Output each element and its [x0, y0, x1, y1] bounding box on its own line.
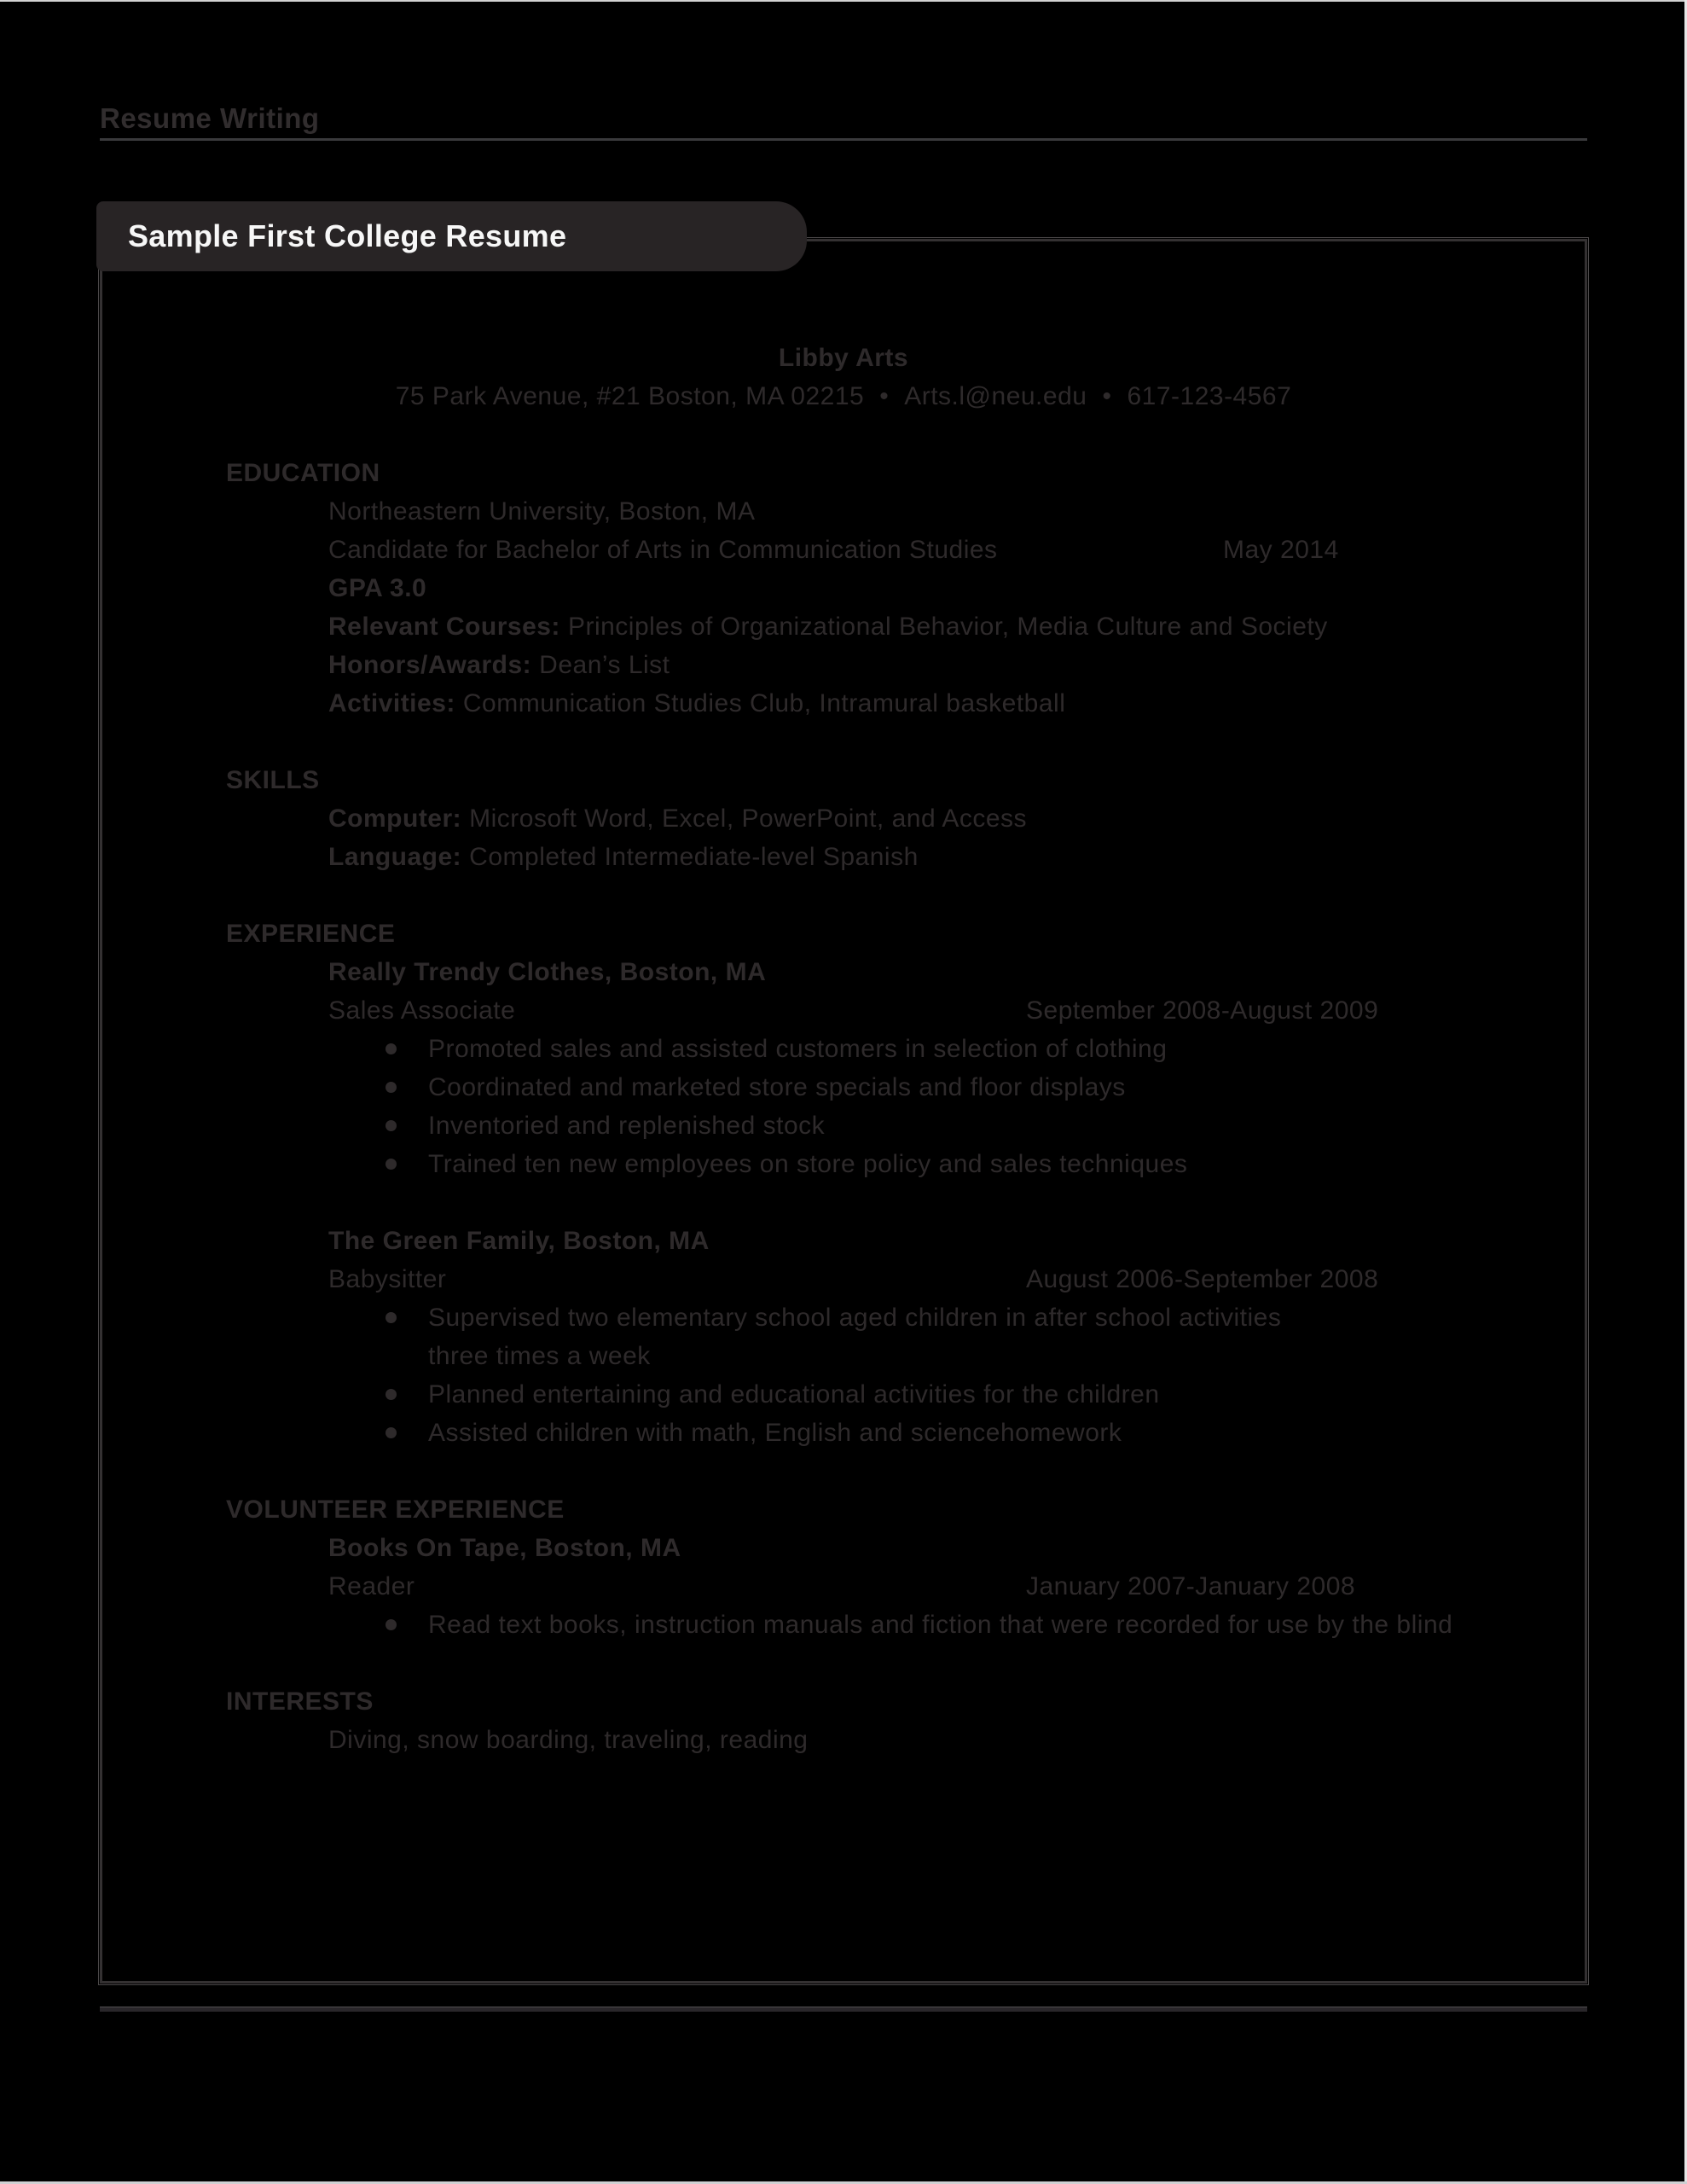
education-school: Northeastern University, Boston, MA [328, 497, 756, 526]
running-head-title: Resume Writing [100, 102, 320, 134]
education-degree: Candidate for Bachelor of Arts in Communication Studies [328, 536, 998, 564]
job-company: The Green Family, Boston, MA [328, 1227, 710, 1255]
resume-frame [100, 239, 1587, 1984]
education-heading: EDUCATION [226, 459, 380, 487]
volunteer-dates: January 2007-January 2008 [1026, 1572, 1356, 1600]
contact-email: Arts.l@neu.edu [904, 382, 1087, 410]
section-education [102, 454, 1585, 723]
job-bullet: Inventoried and replenished stock [328, 1107, 1585, 1145]
education-date: May 2014 [1223, 536, 1339, 564]
relevant-courses-value: Principles of Organizational Behavior, Media Culture and Society [567, 613, 1328, 641]
volunteer-title: Reader [328, 1572, 415, 1600]
relevant-courses-label: Relevant Courses: [328, 613, 560, 641]
skills-computer-row [328, 799, 1585, 838]
computer-label: Computer: [328, 804, 462, 833]
experience-heading: EXPERIENCE [226, 920, 396, 948]
volunteer-company: Books On Tape, Boston, MA [328, 1534, 681, 1562]
contact-phone: 617-123-4567 [1127, 382, 1292, 410]
volunteer-heading: VOLUNTEER EXPERIENCE [226, 1496, 565, 1524]
job-bullet: Assisted children with math, English and sciencehomework [328, 1414, 1585, 1452]
job-block [102, 1222, 1585, 1452]
section-skills [102, 761, 1585, 876]
education-courses-row [328, 607, 1585, 646]
dot-separator: • [879, 382, 890, 410]
language-label: Language: [328, 843, 462, 871]
interests-heading: INTERESTS [226, 1687, 374, 1716]
activities-label: Activities: [328, 689, 455, 717]
section-volunteer [102, 1490, 1585, 1644]
education-activities-row [328, 684, 1585, 723]
interests-items: Diving, snow boarding, traveling, reading [328, 1726, 809, 1754]
running-head-rule [100, 138, 1587, 141]
resume-name: Libby Arts [778, 344, 909, 372]
sample-resume-tab [96, 201, 807, 271]
job-bullet: Supervised two elementary school aged children in after school activities [328, 1298, 1585, 1337]
skills-language-row [328, 838, 1585, 876]
job-bullet: Trained ten new employees on store policy and sales techniques [328, 1145, 1585, 1183]
job-bullet: Coordinated and marketed store specials and floor displays [328, 1068, 1585, 1107]
job-block [102, 953, 1585, 1183]
dot-separator: • [1102, 382, 1112, 410]
language-value: Completed Intermediate-level Spanish [469, 843, 919, 871]
job-title-row [328, 991, 1585, 1030]
page-edge-top [0, 0, 1687, 2]
job-bullet-continuation: three times a week [428, 1342, 651, 1370]
volunteer-title-row [328, 1567, 1585, 1606]
volunteer-bullet: Read text books, instruction manuals and fiction that were recorded for use by the blind [328, 1606, 1585, 1644]
activities-value: Communication Studies Club, Intramural basketball [462, 689, 1066, 717]
section-interests [102, 1682, 1585, 1759]
tab-title: Sample First College Resume [128, 218, 567, 253]
job-dates: September 2008-August 2009 [1026, 996, 1379, 1025]
job-bullet: Promoted sales and assisted customers in selection of clothing [328, 1030, 1585, 1068]
skills-heading: SKILLS [226, 766, 320, 794]
job-dates: August 2006-September 2008 [1026, 1265, 1379, 1293]
job-bullet: Planned entertaining and educational activities for the children [328, 1375, 1585, 1414]
job-company: Really Trendy Clothes, Boston, MA [328, 958, 767, 986]
education-gpa: GPA 3.0 [328, 574, 427, 602]
honors-label: Honors/Awards: [328, 651, 532, 679]
contact-address: 75 Park Avenue, #21 Boston, MA 02215 [395, 382, 865, 410]
footer-rule [100, 2007, 1587, 2012]
education-degree-row [328, 531, 1585, 569]
section-experience [102, 915, 1585, 1452]
job-title-row [328, 1260, 1585, 1298]
job-title: Babysitter [328, 1265, 447, 1293]
job-title: Sales Associate [328, 996, 516, 1025]
contact-line [102, 377, 1585, 415]
education-honors-row [328, 646, 1585, 684]
computer-value: Microsoft Word, Excel, PowerPoint, and Access [469, 804, 1028, 833]
honors-value: Dean’s List [539, 651, 670, 679]
